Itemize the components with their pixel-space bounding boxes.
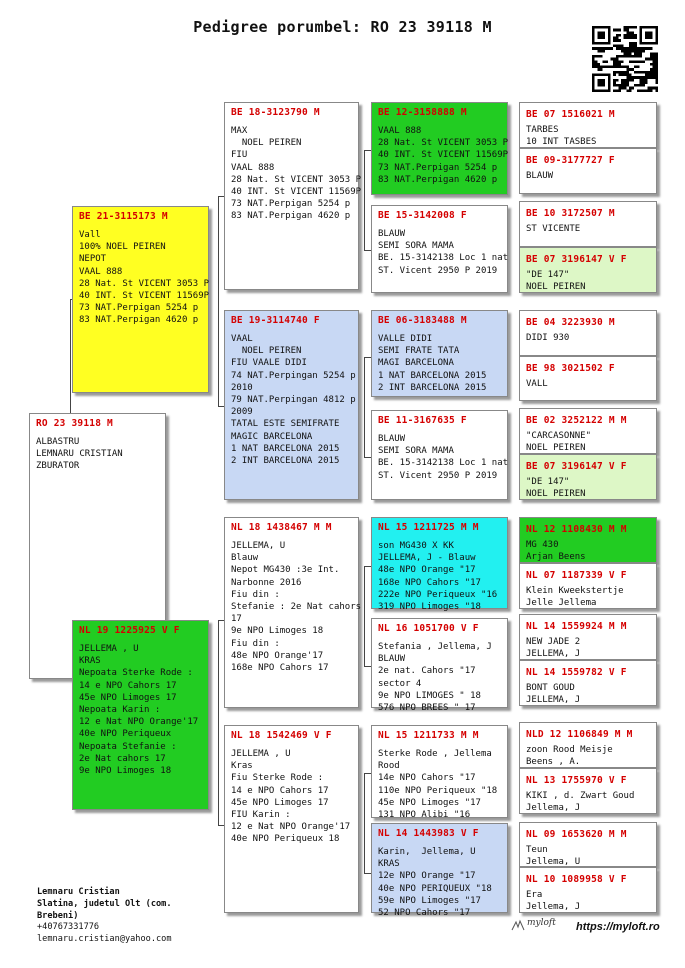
footer-url-link[interactable]: https://myloft.ro xyxy=(576,921,660,933)
connector-line xyxy=(364,150,371,151)
ring-number: NL 10 1089958 V F xyxy=(526,874,627,885)
myloft-logo-icon xyxy=(510,918,526,934)
pigeon-details: ALBASTRU LEMNARU CRISTIAN ZBURATOR xyxy=(36,437,123,472)
connector-line xyxy=(364,457,371,458)
connector-line xyxy=(364,357,371,358)
pigeon-details: Sterke Rode , Jellema Rood 14e NPO Cahors "17 110e NPO Periqueux "18 45e NPO Limoges "17 131 NPO Alibi "16 xyxy=(378,749,498,821)
connector-line xyxy=(218,196,219,406)
ancestor-card[interactable] xyxy=(519,867,657,913)
ancestor-card[interactable] xyxy=(519,722,657,768)
connector-line xyxy=(364,773,371,774)
ancestor-card[interactable] xyxy=(371,517,508,613)
ring-number: BE 98 3021502 F xyxy=(526,363,615,374)
ring-number: NL 15 1211725 M M xyxy=(378,522,479,533)
ring-number: BE 07 3196147 V F xyxy=(526,254,627,265)
ring-number: NL 14 1559782 V F xyxy=(526,667,627,678)
ring-number: NL 18 1438467 M M xyxy=(231,522,332,533)
pigeon-details: "DE 147" NOEL PEIREN xyxy=(526,270,586,293)
ancestor-card[interactable] xyxy=(519,563,657,609)
pigeon-details: VALL xyxy=(526,379,548,389)
pigeon-details: VALLE DIDI SEMI FRATE TATA MAGI BARCELONA 1 NAT BARCELONA 2015 2 INT BARCELONA 2015 xyxy=(378,334,487,393)
pigeon-details: son MG430 X KK JELLEMA, J - Blauw 48e NPO Orange "17 168e NPO Cahors "17 222e NPO Periqueux "16 319 NPO Limoges "18 xyxy=(378,541,498,613)
ring-number: BE 12-3158888 M xyxy=(378,107,467,118)
ancestor-card[interactable] xyxy=(519,102,657,148)
pigeon-details: MAX NOEL PEIREN FIU VAAL 888 28 Nat. St VICENT 3053 P 40 INT. St VICENT 11569P 73 NAT.Perpigan 5254 p 83 NAT.Perpigan 4620 p xyxy=(231,126,362,222)
pigeon-details: TARBES 10 INT TASBES xyxy=(526,125,597,148)
ring-number: NL 14 1559924 M M xyxy=(526,621,627,632)
ring-number: BE 07 3196147 V F xyxy=(526,461,627,472)
pigeon-details: VAAL 888 28 Nat. St VICENT 3053 P 40 INT. St VICENT 11569P 73 NAT.Perpigan 5254 p 83 NAT.Perpigan 4620 p xyxy=(378,126,509,185)
connector-line xyxy=(364,357,365,457)
ancestor-card[interactable] xyxy=(371,205,508,293)
pigeon-details: VAAL NOEL PEIREN FIU VAALE DIDI 74 NAT.Perpingan 5254 p 2010 79 NAT.Perpingan 4812 p 2009 TATAL ESTE SEMIFRATE MAGIC BARCELONA 1 NAT BARCELONA 2015 2 INT BARCELONA 2015 xyxy=(231,334,356,467)
ancestor-card[interactable] xyxy=(371,410,508,500)
dam-card[interactable] xyxy=(72,620,209,810)
pigeon-details: JELLEMA , U Kras Fiu Sterke Rode : 14 e NPO Cahors 17 45e NPO Limoges 17 FIU Karin : 12 e Nat NPO Orange'17 40e NPO Periqueux 18 xyxy=(231,749,351,845)
ring-number: NL 09 1653620 M M xyxy=(526,829,627,840)
pigeon-details: BLAUW xyxy=(526,171,554,181)
ring-number: NL 15 1211733 M M xyxy=(378,730,479,741)
ring-number: BE 11-3167635 F xyxy=(378,415,467,426)
owner-phone: +40767331776 xyxy=(37,922,100,933)
pigeon-details: ST VICENTE xyxy=(526,224,581,234)
ring-number: BE 07 1516021 M xyxy=(526,109,615,120)
connector-line xyxy=(364,773,365,873)
ancestor-card[interactable] xyxy=(371,618,508,714)
ring-number: BE 19-3114740 F xyxy=(231,315,320,326)
ring-number: BE 02 3252122 M M xyxy=(526,415,627,426)
pigeon-details: zoon Rood Meisje Beens , A. xyxy=(526,745,613,768)
ring-number: NL 07 1187339 V F xyxy=(526,570,627,581)
ancestor-card[interactable] xyxy=(519,201,657,247)
pigeon-details: Vall 100% NOEL PEIREN NEPOT VAAL 888 28 Nat. St VICENT 3053 P 40 INT. St VICENT 11569P 73 NAT.Perpigan 5254 p 83 NAT.Perpigan 4620 p xyxy=(79,230,210,326)
ancestor-card[interactable] xyxy=(371,823,508,919)
connector-line xyxy=(364,666,371,667)
pigeon-details: BLAUW SEMI SORA MAMA BE. 15-3142138 Loc 1 nat ST. Vicent 2950 P 2019 xyxy=(378,434,509,481)
ring-number: BE 06-3183488 M xyxy=(378,315,467,326)
qr-code xyxy=(592,26,658,92)
ancestor-card[interactable] xyxy=(519,310,657,356)
ring-number: BE 04 3223930 M xyxy=(526,317,615,328)
owner-email: lemnaru.cristian@yahoo.com xyxy=(37,934,172,945)
pigeon-details: "DE 147" NOEL PEIREN xyxy=(526,477,586,500)
ring-number: NL 18 1542469 V F xyxy=(231,730,332,741)
pigeon-details: Teun Jellema, U xyxy=(526,845,581,868)
ring-number: BE 21-3115173 M xyxy=(79,211,168,222)
pigeon-details: JELLEMA, U Blauw Nepot MG430 :3e Int. Narbonne 2016 Fiu din : Stefanie : 2e Nat cahors 17 9e NPO Limoges 18 Fiu din : 48e NPO Orange'17 168e NPO Cahors 17 xyxy=(231,541,362,674)
connector-line xyxy=(364,873,371,874)
owner-info xyxy=(37,887,172,946)
ring-number: NL 19 1225925 V F xyxy=(79,625,180,636)
pigeon-details: NEW JADE 2 JELLEMA, J xyxy=(526,637,581,660)
ring-number: RO 23 39118 M xyxy=(36,418,113,429)
ancestor-card[interactable] xyxy=(371,102,508,195)
myloft-logo-text: myloft xyxy=(527,918,556,928)
pigeon-details: MG 430 Arjan Beens xyxy=(526,540,586,563)
ancestor-card[interactable] xyxy=(519,454,657,500)
connector-line xyxy=(364,250,371,251)
ancestor-card[interactable] xyxy=(519,822,657,867)
connector-line xyxy=(364,566,371,567)
page-title: Pedigree porumbel: RO 23 39118 M xyxy=(193,18,492,36)
ring-number: NL 13 1755970 V F xyxy=(526,775,627,786)
sire-card[interactable] xyxy=(72,206,209,393)
pigeon-details: Stefania , Jellema, J BLAUW 2e nat. Cahors "17 sector 4 9e NPO LIMOGES " 18 576 NPO BREES " 17 xyxy=(378,642,492,714)
ring-number: NL 14 1443983 V F xyxy=(378,828,479,839)
grandsire-paternal-card[interactable] xyxy=(224,102,362,290)
ancestor-card[interactable] xyxy=(519,148,657,194)
ancestor-card[interactable] xyxy=(519,408,657,454)
pigeon-details: "CARCASONNE" NOEL PEIREN xyxy=(526,431,592,454)
ancestor-card[interactable] xyxy=(519,247,657,293)
pigeon-details: BLAUW SEMI SORA MAMA BE. 15-3142138 Loc 1 nat ST. Vicent 2950 P 2019 xyxy=(378,229,509,276)
granddam-maternal-card[interactable] xyxy=(224,725,359,913)
connector-line xyxy=(364,566,365,666)
connector-line xyxy=(364,150,365,250)
ancestor-card[interactable] xyxy=(371,725,508,821)
pigeon-details: Era Jellema, J xyxy=(526,890,581,913)
pigeon-details: Klein Kweekstertje Jelle Jellema xyxy=(526,586,624,609)
ancestor-card[interactable] xyxy=(519,768,657,814)
pigeon-details: JELLEMA , U KRAS Nepoata Sterke Rode : 14 e NPO Cahors 17 45e NPO Limoges 17 Nepoata Karin : 12 e Nat NPO Orange'17 40e NPO Periqueux Nepoata Stefanie : 2e Nat cahors 17 9e NPO Limoges 18 xyxy=(79,644,199,777)
ancestor-card[interactable] xyxy=(519,356,657,401)
ring-number: BE 09-3177727 F xyxy=(526,155,615,166)
ring-number: NLD 12 1106849 M M xyxy=(526,729,633,740)
pigeon-details: KIKI , d. Zwart Goud Jellema, J xyxy=(526,791,635,814)
owner-address-2: Brebeni) xyxy=(37,910,79,921)
connector-line xyxy=(218,620,219,825)
pigeon-details: BONT GOUD JELLEMA, J xyxy=(526,683,581,706)
ancestor-card[interactable] xyxy=(371,310,508,397)
ring-number: BE 10 3172507 M xyxy=(526,208,615,219)
ancestor-card[interactable] xyxy=(519,517,657,563)
ring-number: NL 12 1108430 M M xyxy=(526,524,627,535)
pigeon-details: DIDI 930 xyxy=(526,333,570,343)
ancestor-card[interactable] xyxy=(519,660,657,706)
granddam-paternal-card[interactable] xyxy=(224,310,359,500)
owner-address: Slatina, judetul Olt (com. xyxy=(37,898,172,909)
pigeon-details: Karin, Jellema, U KRAS 12e NPO Orange "17 40e NPO PERIQUEUX "18 59e NPO Limoges "17 52 NPO Cahors "17 xyxy=(378,847,492,919)
ancestor-card[interactable] xyxy=(519,614,657,660)
ring-number: NL 16 1051700 V F xyxy=(378,623,479,634)
ring-number: BE 15-3142008 F xyxy=(378,210,467,221)
owner-name: Lemnaru Cristian xyxy=(37,887,120,897)
ring-number: BE 18-3123790 M xyxy=(231,107,320,118)
grandsire-maternal-card[interactable] xyxy=(224,517,362,708)
